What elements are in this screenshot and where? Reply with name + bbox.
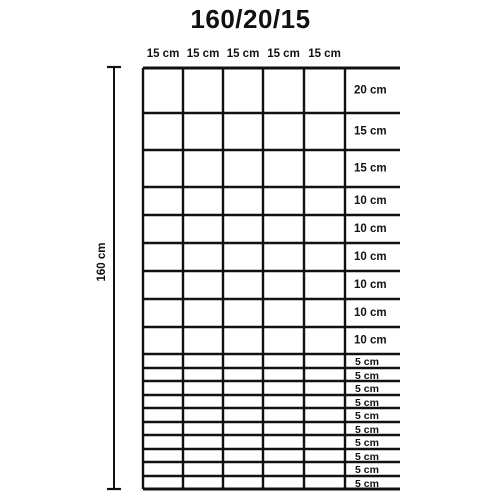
column-width-label: 15 cm [226,48,260,60]
row-height-label: 5 cm [355,463,379,476]
row-height-label: 5 cm [355,369,379,382]
row-height-label: 5 cm [355,423,379,436]
page-title: 160/20/15 [190,4,311,34]
row-height-label: 10 cm [354,223,387,236]
row-height-label: 5 cm [355,382,379,395]
column-width-label: 15 cm [267,48,300,60]
column-labels [147,48,341,60]
row-height-label: 20 cm [354,84,387,97]
row-height-label: 5 cm [355,436,379,449]
row-height-label: 15 cm [354,125,387,138]
row-height-label: 5 cm [355,450,379,463]
row-height-label: 10 cm [354,307,387,320]
row-height-label: 5 cm [355,355,379,368]
row-height-label: 10 cm [354,195,387,208]
column-width-label: 15 cm [146,48,180,60]
row-height-label: 5 cm [355,409,379,422]
row-height-label: 10 cm [354,251,387,264]
row-height-label: 15 cm [354,162,387,175]
row-height-label: 10 cm [354,279,387,292]
height-label: 160 cm [96,242,109,282]
row-height-label: 5 cm [355,477,379,490]
column-width-label: 15 cm [308,48,341,60]
height-dimension [96,67,121,489]
column-width-label: 15 cm [186,48,220,60]
row-labels [354,85,387,490]
row-height-label: 10 cm [354,334,387,347]
row-height-label: 5 cm [355,396,379,409]
